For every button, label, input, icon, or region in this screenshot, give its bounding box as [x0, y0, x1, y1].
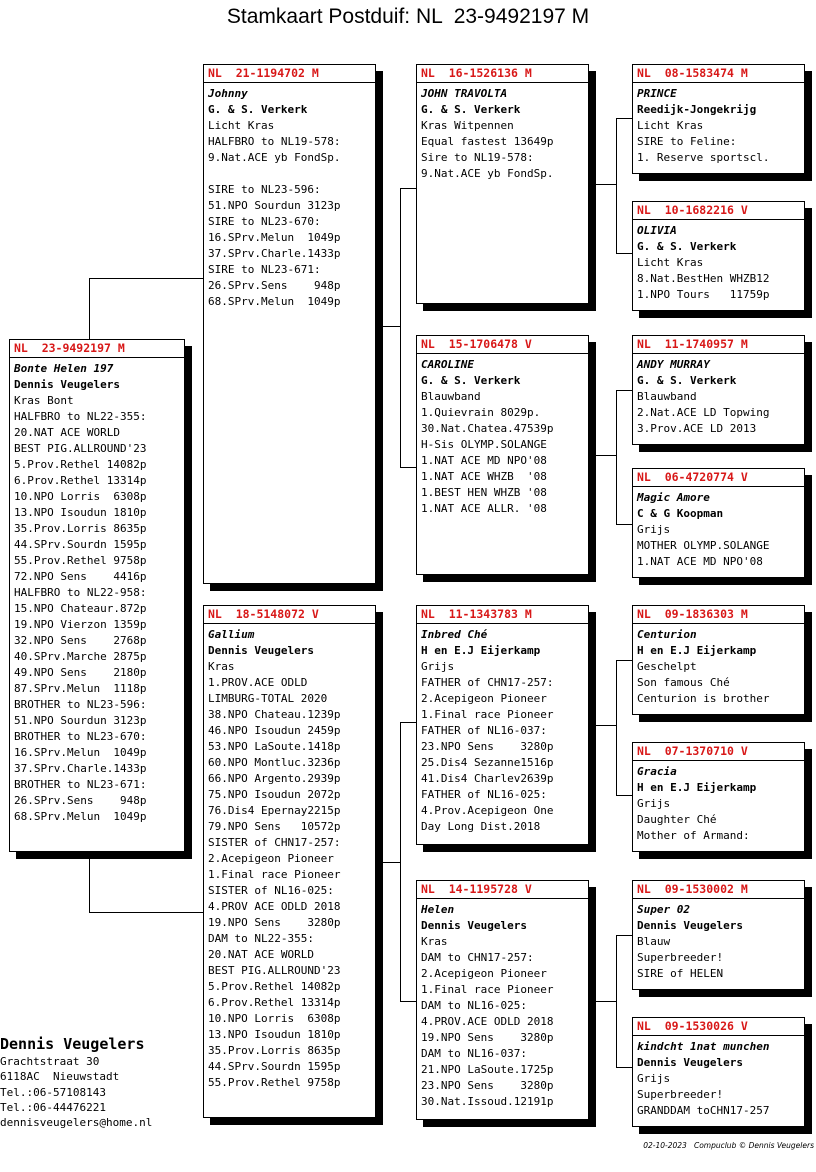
- pigeon-card-dds[interactable]: [632, 880, 805, 990]
- ring-number: NL 23-9492197 M: [10, 342, 184, 358]
- pigeon-detail-line: 1. Reserve sportscl.: [637, 151, 770, 164]
- pigeon-detail-line: Grijs: [637, 797, 671, 810]
- pigeon-detail-line: 13.NPO Isoudun 1810p: [208, 1028, 341, 1041]
- pigeon-detail-line: 6.Prov.Rethel 13314p: [208, 996, 341, 1009]
- pigeon-detail-line: SIRE to Feline:: [637, 135, 737, 148]
- pigeon-detail-line: 55.Prov.Rethel 9758p: [208, 1076, 341, 1089]
- pigeon-detail-line: 79.NPO Sens 10572p: [208, 820, 341, 833]
- pigeon-detail-line: Blauwband: [421, 390, 481, 403]
- pigeon-detail-line: GRANDDAM toCHN17-257: [637, 1104, 770, 1117]
- pigeon-detail-line: MOTHER OLYMP.SOLANGE: [637, 539, 770, 552]
- pigeon-name: Bonte Helen 197: [14, 362, 114, 375]
- pigeon-detail-line: FATHER of NL16-037:: [421, 724, 547, 737]
- connector-line: [89, 912, 203, 913]
- pigeon-detail-line: Mother of Armand:: [637, 829, 750, 842]
- pigeon-owner: H en E.J Eijerkamp: [421, 644, 541, 657]
- pigeon-detail-line: 5.Prov.Rethel 14082p: [208, 980, 341, 993]
- pigeon-detail-line: 4.PROV.ACE ODLD 2018: [421, 1015, 554, 1028]
- pigeon-card-dss[interactable]: [632, 605, 805, 715]
- pigeon-detail-line: 1.BEST HEN WHZB '08: [421, 486, 547, 499]
- pigeon-name: JOHN TRAVOLTA: [421, 87, 508, 100]
- pigeon-owner: Dennis Veugelers: [14, 378, 120, 391]
- pigeon-detail-line: 66.NPO Argento.2939p: [208, 772, 341, 785]
- connector-line: [616, 390, 632, 391]
- breeder-phone-2: Tel.:06-44476221: [0, 1100, 106, 1114]
- pigeon-detail-line: Day Long Dist.2018: [421, 820, 541, 833]
- pigeon-name: ANDY MURRAY: [637, 358, 710, 371]
- connector-line: [400, 722, 416, 723]
- connector-line: [589, 184, 616, 185]
- pigeon-owner: Reedijk-Jongekrijg: [637, 103, 757, 116]
- connector-line: [616, 660, 617, 796]
- pigeon-card-subject[interactable]: [9, 339, 185, 852]
- pigeon-detail-line: BROTHER to NL23-671:: [14, 778, 147, 791]
- pigeon-detail-line: Equal fastest 13649p: [421, 135, 554, 148]
- pigeon-detail-line: 1.Final race Pioneer: [421, 708, 554, 721]
- pigeon-detail-line: 46.NPO Isoudun 2459p: [208, 724, 341, 737]
- pigeon-detail-line: Centurion is brother: [637, 692, 770, 705]
- pigeon-card-dd[interactable]: [416, 880, 589, 1120]
- breeder-postcode: 6118AC Nieuwstadt: [0, 1070, 120, 1084]
- pigeon-detail-line: 2.Acepigeon Pioneer: [421, 967, 547, 980]
- pigeon-detail-line: Grijs: [637, 523, 671, 536]
- pigeon-detail-line: Licht Kras: [637, 119, 704, 132]
- pigeon-name: Gracia: [637, 765, 677, 778]
- pigeon-detail-line: 10.NPO Lorris 6308p: [208, 1012, 341, 1025]
- pigeon-detail-line: 44.SPrv.Sourdn 1595p: [14, 538, 147, 551]
- pigeon-detail-line: 68.SPrv.Melun 1049p: [14, 810, 147, 823]
- pigeon-card-sd[interactable]: [416, 335, 589, 575]
- breeder-email[interactable]: dennisveugelers@home.nl: [0, 1116, 153, 1130]
- pigeon-detail-line: Grijs: [637, 1072, 671, 1085]
- pigeon-card-dsd[interactable]: [632, 742, 805, 852]
- ring-number: NL 18-5148072 V: [204, 608, 375, 624]
- pigeon-card-ssd[interactable]: [632, 201, 805, 311]
- connector-line: [616, 390, 617, 525]
- pigeon-detail-line: 53.NPO LaSoute.1418p: [208, 740, 341, 753]
- pigeon-detail-line: 3.Prov.ACE LD 2013: [637, 422, 757, 435]
- pigeon-detail-line: 1.Final race Pioneer: [421, 983, 554, 996]
- pigeon-name: kindcht 1nat munchen: [637, 1040, 770, 1053]
- pigeon-detail-line: 9.Nat.ACE yb FondSp.: [208, 151, 341, 164]
- pigeon-detail-line: 26.SPrv.Sens 948p: [14, 794, 147, 807]
- pigeon-detail-line: Kras Bont: [14, 394, 74, 407]
- pigeon-name: Helen: [421, 903, 455, 916]
- connector-line: [616, 118, 632, 119]
- pigeon-name: Inbred Ché: [421, 628, 488, 641]
- pigeon-detail-line: 23.NPO Sens 3280p: [421, 1079, 554, 1092]
- ring-number: NL 14-1195728 V: [417, 883, 588, 899]
- pigeon-detail-line: SISTER of NL16-025:: [208, 884, 334, 897]
- pigeon-detail-line: 23.NPO Sens 3280p: [421, 740, 554, 753]
- pigeon-detail-line: 20.NAT ACE WORLD: [14, 426, 120, 439]
- connector-line: [376, 862, 401, 863]
- breeder-name: Dennis Veugelers: [0, 1035, 145, 1053]
- pigeon-detail-line: BEST PIG.ALLROUND'23: [208, 964, 341, 977]
- pigeon-owner: Dennis Veugelers: [637, 919, 743, 932]
- pigeon-detail-line: FATHER of CHN17-257:: [421, 676, 554, 689]
- pigeon-detail-line: DAM to CHN17-257:: [421, 951, 534, 964]
- pigeon-detail-line: 40.SPrv.Marche 2875p: [14, 650, 147, 663]
- ring-number: NL 16-1526136 M: [417, 67, 588, 83]
- connector-line: [616, 1067, 632, 1068]
- pigeon-card-sds[interactable]: [632, 335, 805, 445]
- pigeon-detail-line: H-Sis OLYMP.SOLANGE: [421, 438, 547, 451]
- ring-number: NL 09-1530026 V: [633, 1020, 804, 1036]
- pigeon-card-ds[interactable]: [416, 605, 589, 845]
- pigeon-detail-line: Daughter Ché: [637, 813, 717, 826]
- pigeon-detail-line: 49.NPO Sens 2180p: [14, 666, 147, 679]
- pigeon-detail-line: 16.SPrv.Melun 1049p: [14, 746, 147, 759]
- pigeon-detail-line: 87.SPrv.Melun 1118p: [14, 682, 147, 695]
- pigeon-name: Centurion: [637, 628, 697, 641]
- pigeon-detail-line: 20.NAT ACE WORLD: [208, 948, 314, 961]
- pigeon-detail-line: Kras: [421, 935, 448, 948]
- ring-number: NL 08-1583474 M: [633, 67, 804, 83]
- pigeon-detail-line: 4.Prov.Acepigeon One: [421, 804, 554, 817]
- pigeon-detail-line: 10.NPO Lorris 6308p: [14, 490, 147, 503]
- pigeon-detail-line: 35.Prov.Lorris 8635p: [14, 522, 147, 535]
- pigeon-detail-line: 1.NAT ACE MD NPO'08: [637, 555, 763, 568]
- pigeon-detail-line: Licht Kras: [637, 256, 704, 269]
- pigeon-detail-line: HALFBRO to NL22-958:: [14, 586, 147, 599]
- ring-number: NL 07-1370710 V: [633, 745, 804, 761]
- pigeon-detail-line: 51.NPO Sourdun 3123p: [208, 199, 341, 212]
- pigeon-name: PRINCE: [637, 87, 677, 100]
- pigeon-detail-line: BROTHER to NL23-670:: [14, 730, 147, 743]
- pigeon-detail-line: DAM to NL16-037:: [421, 1047, 527, 1060]
- pigeon-detail-line: 1.NAT ACE WHZB '08: [421, 470, 547, 483]
- pigeon-detail-line: 32.NPO Sens 2768p: [14, 634, 147, 647]
- pigeon-detail-line: 44.SPrv.Sourdn 1595p: [208, 1060, 341, 1073]
- connector-line: [89, 852, 90, 912]
- pigeon-detail-line: Kras: [208, 660, 235, 673]
- connector-line: [89, 278, 90, 340]
- ring-number: NL 09-1836303 M: [633, 608, 804, 624]
- pigeon-detail-line: 76.Dis4 Epernay2215p: [208, 804, 341, 817]
- pigeon-detail-line: 68.SPrv.Melun 1049p: [208, 295, 341, 308]
- pigeon-detail-line: 5.Prov.Rethel 14082p: [14, 458, 147, 471]
- pigeon-detail-line: 72.NPO Sens 4416p: [14, 570, 147, 583]
- breeder-address: Grachtstraat 30: [0, 1055, 100, 1068]
- connector-line: [400, 467, 416, 468]
- connector-line: [400, 188, 401, 468]
- pigeon-name: Super 02: [637, 903, 690, 916]
- pigeon-detail-line: 1.NAT ACE ALLR. '08: [421, 502, 547, 515]
- pigeon-owner: G. & S. Verkerk: [421, 374, 521, 387]
- pigeon-detail-line: BEST PIG.ALLROUND'23: [14, 442, 147, 455]
- pigeon-detail-line: SIRE to NL23-671:: [208, 263, 321, 276]
- pigeon-detail-line: BROTHER to NL23-596:: [14, 698, 147, 711]
- ring-number: NL 15-1706478 V: [417, 338, 588, 354]
- pigeon-card-ddd[interactable]: [632, 1017, 805, 1127]
- pigeon-name: OLIVIA: [637, 224, 677, 237]
- pigeon-detail-line: 1.Quievrain 8029p.: [421, 406, 541, 419]
- pigeon-detail-line: 30.Nat.Chatea.47539p: [421, 422, 554, 435]
- breeder-contact: [0, 1034, 152, 1130]
- breeder-phone-1: Tel.:06-57108143: [0, 1085, 106, 1099]
- pigeon-detail-line: Grijs: [421, 660, 455, 673]
- pigeon-detail-line: 41.Dis4 Charlev2639p: [421, 772, 554, 785]
- pigeon-detail-line: 26.SPrv.Sens 948p: [208, 279, 341, 292]
- ring-number: NL 10-1682216 V: [633, 204, 804, 220]
- pigeon-owner: G. & S. Verkerk: [208, 103, 308, 116]
- pigeon-detail-line: 2.Acepigeon Pioneer: [208, 852, 334, 865]
- pigeon-detail-line: Superbreeder!: [637, 951, 724, 964]
- ring-number: NL 11-1740957 M: [633, 338, 804, 354]
- pigeon-detail-line: 38.NPO Chateau.1239p: [208, 708, 341, 721]
- pigeon-card-sss[interactable]: [632, 64, 805, 174]
- pigeon-detail-line: Kras Witpennen: [421, 119, 514, 132]
- pigeon-detail-line: 1.NPO Tours 11759p: [637, 288, 770, 301]
- pigeon-detail-line: 21.NPO LaSoute.1725p: [421, 1063, 554, 1076]
- pigeon-owner: G. & S. Verkerk: [637, 240, 737, 253]
- pigeon-detail-line: Blauwband: [637, 390, 697, 403]
- pigeon-detail-line: 30.Nat.Issoud.12191p: [421, 1095, 554, 1108]
- pigeon-name: CAROLINE: [421, 358, 474, 371]
- connector-line: [400, 1001, 416, 1002]
- ring-number: NL 21-1194702 M: [204, 67, 375, 83]
- ring-number: NL 06-4720774 V: [633, 471, 804, 487]
- connector-line: [376, 326, 401, 327]
- pigeon-detail-line: 13.NPO Isoudun 1810p: [14, 506, 147, 519]
- pigeon-owner: G. & S. Verkerk: [421, 103, 521, 116]
- pigeon-detail-line: 9.Nat.ACE yb FondSp.: [421, 167, 554, 180]
- pigeon-detail-line: SIRE to NL23-670:: [208, 215, 321, 228]
- pigeon-detail-line: 6.Prov.Rethel 13314p: [14, 474, 147, 487]
- pigeon-detail-line: 25.Dis4 Sezanne1516p: [421, 756, 554, 769]
- connector-line: [616, 253, 632, 254]
- pigeon-detail-line: 8.Nat.BestHen WHZB12: [637, 272, 770, 285]
- pigeon-detail-line: 1.PROV.ACE ODLD: [208, 676, 308, 689]
- pigeon-detail-line: 4.PROV ACE ODLD 2018: [208, 900, 341, 913]
- pigeon-detail-line: 37.SPrv.Charle.1433p: [208, 247, 341, 260]
- connector-line: [589, 1001, 616, 1002]
- ring-number: NL 09-1530002 M: [633, 883, 804, 899]
- connector-line: [89, 278, 203, 279]
- pigeon-detail-line: 1.Final race Pioneer: [208, 868, 341, 881]
- page-title: Stamkaart Postduif: NL 23-9492197 M: [226, 5, 590, 28]
- pigeon-detail-line: HALFBRO to NL22-355:: [14, 410, 147, 423]
- pigeon-detail-line: 1.NAT ACE MD NPO'08: [421, 454, 547, 467]
- pigeon-detail-line: [208, 166, 375, 182]
- pigeon-owner: G. & S. Verkerk: [637, 374, 737, 387]
- connector-line: [616, 660, 632, 661]
- pigeon-detail-line: 60.NPO Montluc.3236p: [208, 756, 341, 769]
- pigeon-detail-line: LIMBURG-TOTAL 2020: [208, 692, 328, 705]
- ring-number: NL 11-1343783 M: [417, 608, 588, 624]
- footer-credit: 02-10-2023 Compuclub © Dennis Veugelers: [643, 1141, 814, 1150]
- pigeon-detail-line: HALFBRO to NL19-578:: [208, 135, 341, 148]
- connector-line: [589, 725, 616, 726]
- pigeon-detail-line: 16.SPrv.Melun 1049p: [208, 231, 341, 244]
- pigeon-name: Johnny: [208, 87, 248, 100]
- pigeon-detail-line: SIRE of HELEN: [637, 967, 724, 980]
- pigeon-detail-line: 35.Prov.Lorris 8635p: [208, 1044, 341, 1057]
- pigeon-detail-line: Sire to NL19-578:: [421, 151, 534, 164]
- connector-line: [616, 795, 632, 796]
- pigeon-detail-line: 15.NPO Chateaur.872p: [14, 602, 147, 615]
- pigeon-owner: Dennis Veugelers: [421, 919, 527, 932]
- pigeon-detail-line: DAM to NL16-025:: [421, 999, 527, 1012]
- pigeon-detail-line: FATHER of NL16-025:: [421, 788, 547, 801]
- pigeon-detail-line: Licht Kras: [208, 119, 275, 132]
- connector-line: [400, 722, 401, 1002]
- connector-line: [616, 118, 617, 254]
- pigeon-card-ss[interactable]: [416, 64, 589, 304]
- pigeon-owner: H en E.J Eijerkamp: [637, 781, 757, 794]
- pigeon-detail-line: 2.Nat.ACE LD Topwing: [637, 406, 770, 419]
- pigeon-owner: Dennis Veugelers: [637, 1056, 743, 1069]
- pigeon-name: Gallium: [208, 628, 255, 641]
- pigeon-detail-line: Superbreeder!: [637, 1088, 724, 1101]
- pigeon-name: Magic Amore: [637, 491, 710, 504]
- connector-line: [616, 935, 617, 1068]
- pigeon-detail-line: Blauw: [637, 935, 671, 948]
- connector-line: [589, 455, 616, 456]
- pigeon-detail-line: 51.NPO Sourdun 3123p: [14, 714, 147, 727]
- pigeon-detail-line: 19.NPO Sens 3280p: [208, 916, 341, 929]
- pigeon-detail-line: 55.Prov.Rethel 9758p: [14, 554, 147, 567]
- pigeon-owner: C & G Koopman: [637, 507, 724, 520]
- pigeon-detail-line: Geschelpt: [637, 660, 697, 673]
- pigeon-detail-line: 2.Acepigeon Pioneer: [421, 692, 547, 705]
- pigeon-detail-line: 19.NPO Sens 3280p: [421, 1031, 554, 1044]
- pigeon-detail-line: 37.SPrv.Charle.1433p: [14, 762, 147, 775]
- connector-line: [616, 935, 632, 936]
- pigeon-detail-line: 75.NPO Isoudun 2072p: [208, 788, 341, 801]
- pigeon-detail-line: SISTER of CHN17-257:: [208, 836, 341, 849]
- pigeon-detail-line: Son famous Ché: [637, 676, 730, 689]
- connector-line: [616, 524, 632, 525]
- pigeon-detail-line: DAM to NL22-355:: [208, 932, 314, 945]
- pigeon-detail-line: 19.NPO Vierzon 1359p: [14, 618, 147, 631]
- pigeon-owner: H en E.J Eijerkamp: [637, 644, 757, 657]
- pigeon-detail-line: SIRE to NL23-596:: [208, 183, 321, 196]
- pigeon-owner: Dennis Veugelers: [208, 644, 314, 657]
- pigeon-card-dam[interactable]: [203, 605, 376, 1118]
- pigeon-card-sire[interactable]: [203, 64, 376, 584]
- connector-line: [400, 188, 416, 189]
- pigeon-card-sdd[interactable]: [632, 468, 805, 578]
